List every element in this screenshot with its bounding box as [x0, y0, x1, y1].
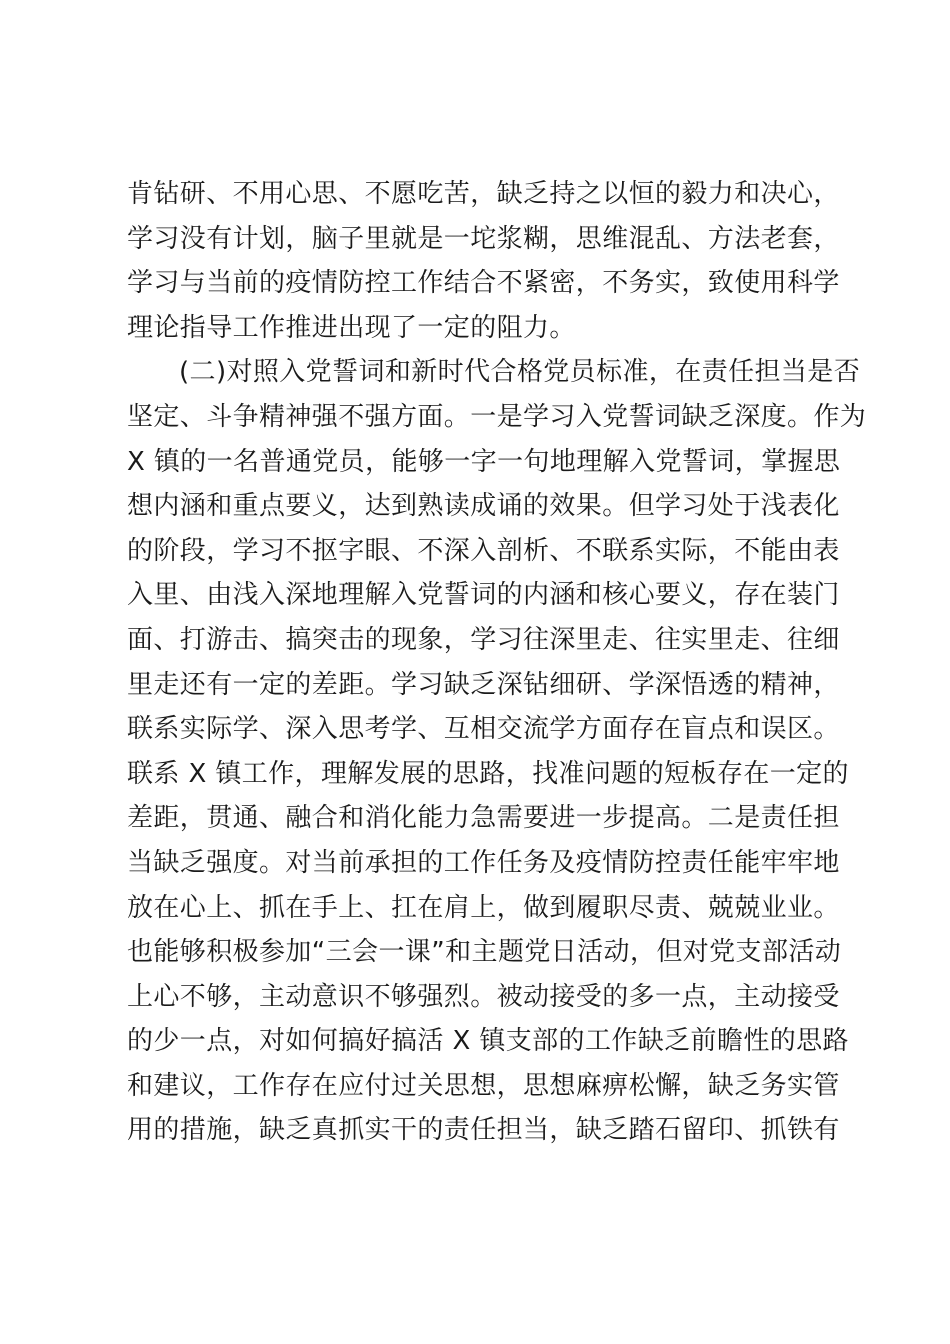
text-line: 放在心上、抓在手上、扛在肩上，做到履职尽责、兢兢业业。: [127, 892, 840, 923]
body-text: [127, 172, 867, 1153]
text-line: 上心不够，主动意识不够强烈。被动接受的多一点，主动接受: [127, 981, 840, 1012]
paragraph-start-line: (二)对照入党誓词和新时代合格党员标准，在责任担当是否: [179, 357, 861, 388]
text-line: 联系实际学、深入思考学、互相交流学方面存在盲点和误区。: [127, 714, 840, 745]
text-line: 学习没有计划，脑子里就是一坨浆糊，思维混乱、方法老套，: [127, 223, 840, 254]
text-line: 学习与当前的疫情防控工作结合不紧密，不务实，致使用科学: [127, 268, 840, 299]
text-line: 差距，贯通、融合和消化能力急需要进一步提高。二是责任担: [127, 803, 840, 834]
text-line: 理论指导工作推进出现了一定的阻力。: [127, 312, 576, 343]
text-line: 里走还有一定的差距。学习缺乏深钻细研、学深悟透的精神，: [127, 669, 840, 700]
text-line: 联系 X 镇工作，理解发展的思路，找准问题的短板存在一定的: [127, 758, 849, 789]
text-line: 也能够积极参加“三会一课”和主题党日活动，但对党支部活动: [127, 937, 842, 968]
text-line: 入里、由浅入深地理解入党誓词的内涵和核心要义，存在装门: [127, 580, 840, 611]
text-line: 的阶段，学习不抠字眼、不深入剖析、不联系实际，不能由表: [127, 535, 840, 566]
text-line: 的少一点，对如何搞好搞活 X 镇支部的工作缺乏前瞻性的思路: [127, 1026, 849, 1057]
text-line: 当缺乏强度。对当前承担的工作任务及疫情防控责任能牢牢地: [127, 847, 840, 878]
text-line: 想内涵和重点要义，达到熟读成诵的效果。但学习处于浅表化: [127, 491, 840, 522]
text-line: X 镇的一名普通党员，能够一字一句地理解入党誓词，掌握思: [127, 446, 841, 477]
text-line: 用的措施，缺乏真抓实干的责任担当，缺乏踏石留印、抓铁有: [127, 1115, 840, 1146]
text-line: 肯钻研、不用心思、不愿吃苦，缺乏持之以恒的毅力和决心，: [127, 179, 840, 209]
text-line: 面、打游击、搞突击的现象，学习往深里走、往实里走、往细: [127, 624, 840, 655]
text-line: 坚定、斗争精神强不强方面。一是学习入党誓词缺乏深度。作为: [127, 401, 867, 432]
text-line: 和建议，工作存在应付过关思想，思想麻痹松懈，缺乏务实管: [127, 1070, 840, 1101]
